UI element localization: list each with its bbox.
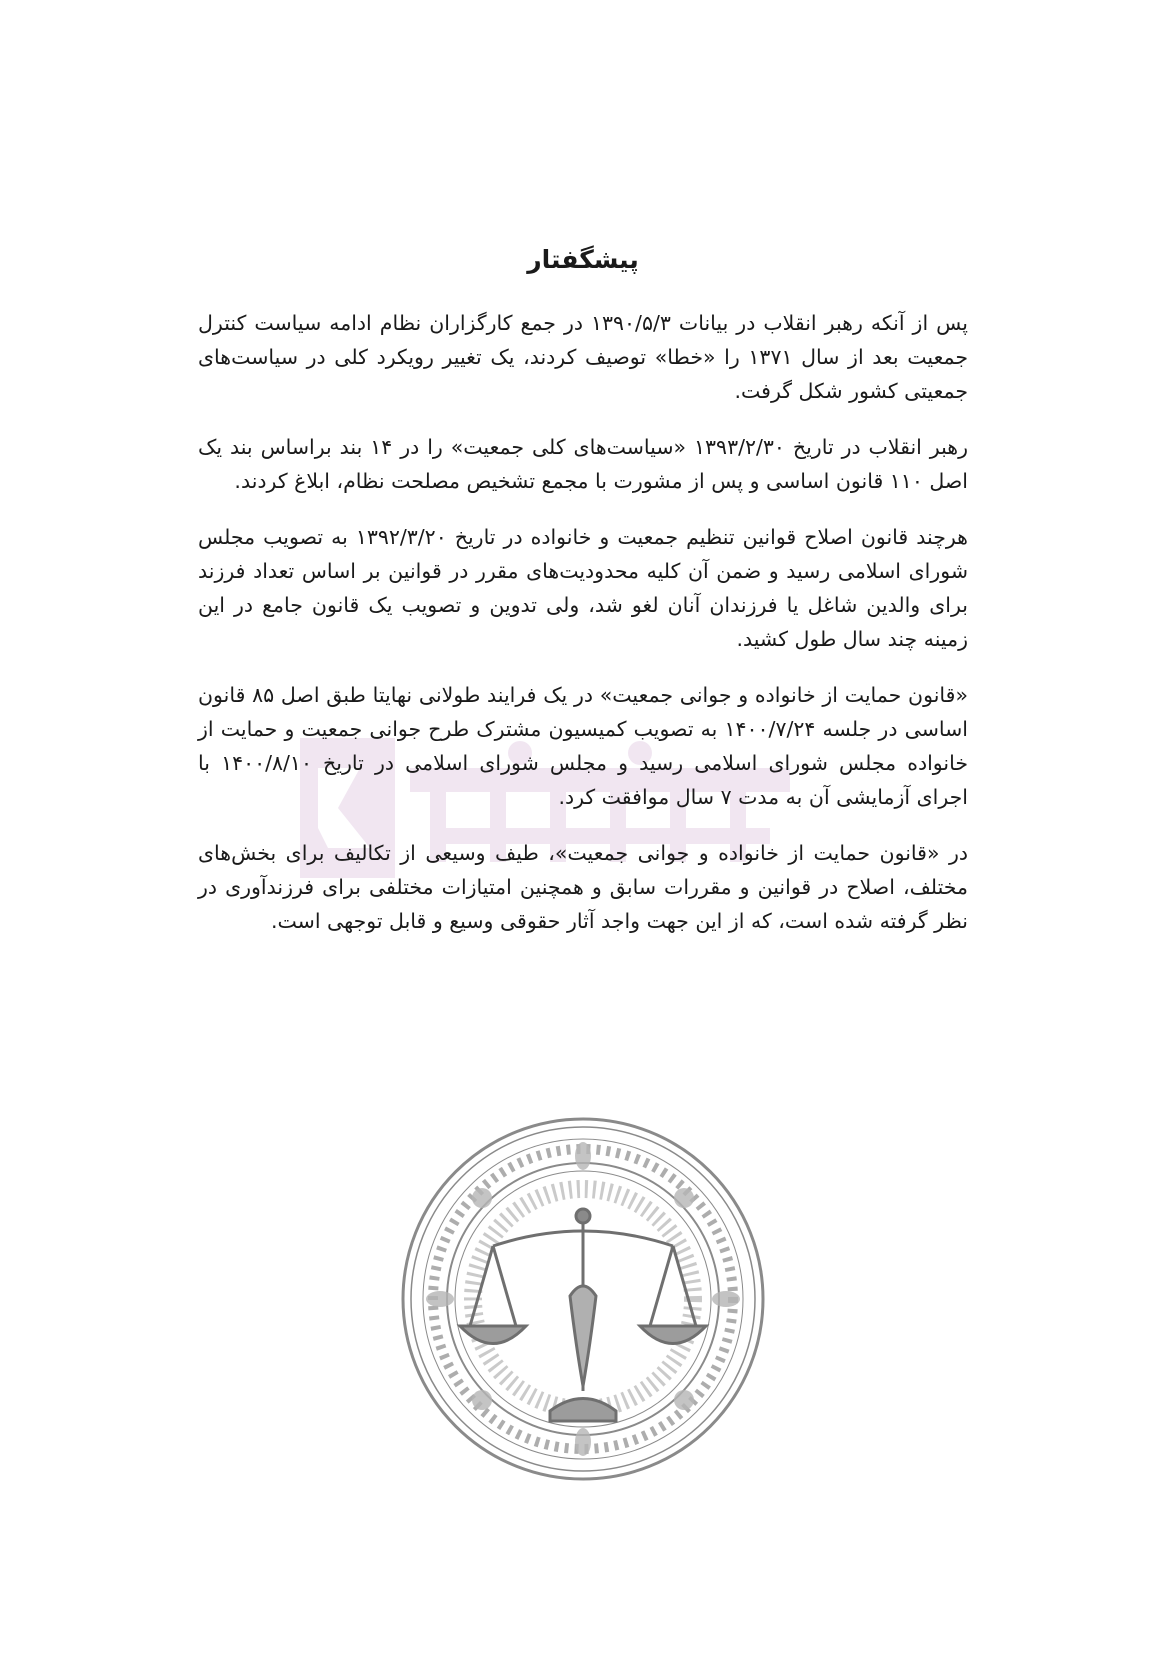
scales-of-justice-seal-icon [400, 1116, 766, 1482]
paragraph-1: پس از آنکه رهبر انقلاب در بیانات ۱۳۹۰/۵/۳ در جمع کارگزاران نظام ادامه سیاست کنترل جمعیت بعد از سال ۱۳۷۱ را «خطا» توصیف کردند، یک تغییر رویکرد کلی در سیاست‌های جمعیتی کشور شکل گرفت. [198, 311, 968, 403]
paragraph-4: «قانون حمایت از خانواده و جوانی جمعیت» در یک فرایند طولانی نهایتا طبق اصل ۸۵ قانون اساسی در جلسه ۱۴۰۰/۷/۲۴ به تصویب کمیسیون مشترک طرح جوانی جمعیت و حمایت از خانواده مجلس شورای اسلامی رسید و مجلس شورای اسلامی در تاریخ ۱۴۰۰/۸/۱۰ با اجرای آزمایشی آن به مدت ۷ سال موافقت کرد. [198, 683, 969, 809]
paragraph-2: رهبر انقلاب در تاریخ ۱۳۹۳/۲/۳۰ «سیاست‌های کلی جمعیت» را در ۱۴ بند براساس بند یک اصل ۱۱۰ قانون اساسی و پس از مشورت با مجمع تشخیص مصلحت نظام، ابلاغ کردند. [198, 435, 968, 493]
paragraph-3: هرچند قانون اصلاح قوانین تنظیم جمعیت و خانواده در تاریخ ۱۳۹۲/۳/۲۰ به تصویب مجلس شورای اسلامی رسید و ضمن آن کلیه محدودیت‌های مقرر در قوانین بر اساس تعداد فرزند برای والدین شاغل یا فرزندان آنان لغو شد، ولی تدوین و تصویب یک قانون جامع در این زمینه چند سال طول کشید. [198, 525, 968, 651]
paragraph-5: در «قانون حمایت از خانواده و جوانی جمعیت»، طیف وسیعی از تکالیف برای بخش‌های مختلف، اصلاح در قوانین و مقررات سابق و همچنین امتیازات مختلفی برای فرزندآوری در نظر گرفته شده است، که از این جهت واجد آثار حقوقی وسیع و قابل توجهی است. [198, 841, 968, 933]
page-title: پیشگفتار [527, 245, 639, 274]
document-body [198, 240, 968, 960]
